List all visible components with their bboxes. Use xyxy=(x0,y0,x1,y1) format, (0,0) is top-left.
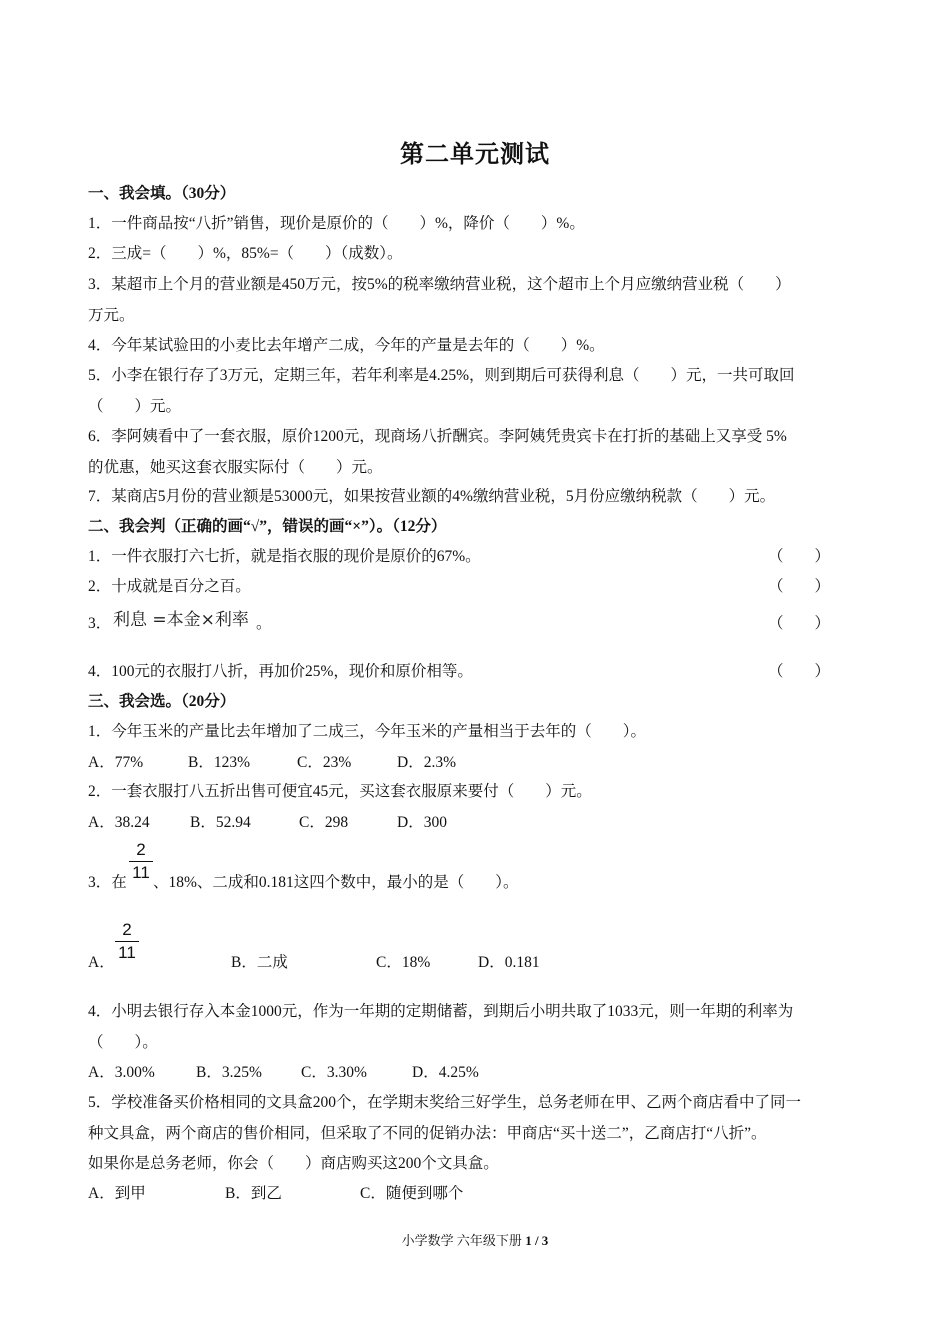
answer-bracket: （ ） xyxy=(768,663,831,680)
fraction-bar xyxy=(115,941,139,942)
question-3-2: 2．一套衣服打八五折出售可便宜45元，买这套衣服原来要付（ ）元。 xyxy=(88,783,592,800)
footer-page-number: 1 / 3 xyxy=(525,1233,549,1248)
answer-bracket: （ ） xyxy=(768,578,831,595)
question-3-3-prefix: 3．在 xyxy=(88,874,127,891)
option-3-3-a-label: A． xyxy=(88,954,115,971)
option-3-2-c: C．298 xyxy=(299,814,349,831)
fraction-two-elevenths xyxy=(115,920,139,963)
option-3-3-b: B．二成 xyxy=(231,954,288,971)
option-3-2-b: B．52.94 xyxy=(190,814,251,831)
question-1-6-line2: 的优惠，她买这套衣服实际付（ ）元。 xyxy=(88,459,383,476)
question-2-2: 2．十成就是百分之百。 xyxy=(88,578,251,595)
question-1-7: 7．某商店5月份的营业额是53000元，如果按营业额的4%缴纳营业税，5月份应缴纳税款（ ）元。 xyxy=(88,488,776,505)
question-1-5-line1: 5．小李在银行存了3万元，定期三年，若年利率是4.25%，则到期后可获得利息（ ）元，一共可取回 xyxy=(88,367,795,384)
option-3-4-d: D．4.25% xyxy=(412,1064,479,1081)
option-3-4-a: A．3.00% xyxy=(88,1064,155,1081)
question-3-5-line1: 5．学校准备买价格相同的文具盒200个，在学期末奖给三好学生，总务老师在甲、乙两个商店看中了同一 xyxy=(88,1094,802,1111)
option-3-1-a: A．77% xyxy=(88,754,144,771)
option-3-5-a: A．到甲 xyxy=(88,1185,146,1202)
question-3-5-line2: 种文具盒，两个商店的售价相同，但采取了不同的促销办法：甲商店“买十送二”，乙商店打“八折”。 xyxy=(88,1125,767,1142)
option-3-3-c: C．18% xyxy=(376,954,431,971)
page-footer xyxy=(0,1230,950,1249)
question-2-3-suffix: 。 xyxy=(256,615,272,632)
option-3-1-b: B．123% xyxy=(188,754,251,771)
fraction-denominator: 11 xyxy=(132,863,150,882)
answer-bracket: （ ） xyxy=(768,615,831,632)
question-3-1: 1．今年玉米的产量比去年增加了二成三，今年玉米的产量相当于去年的（ ）。 xyxy=(88,723,647,740)
question-1-3-line2: 万元。 xyxy=(88,307,135,324)
question-2-1: 1．一件衣服打六七折，就是指衣服的现价是原价的67%。 xyxy=(88,548,481,565)
fraction-denominator: 11 xyxy=(118,943,136,962)
option-3-5-c: C．随便到哪个 xyxy=(360,1185,464,1202)
question-3-4-line2: （ ）。 xyxy=(88,1034,158,1051)
question-3-3-text: 、18%、二成和0.181这四个数中，最小的是（ ）。 xyxy=(153,874,519,891)
fraction-numerator: 2 xyxy=(122,920,132,939)
question-1-2: 2．三成=（ ）%，85%=（ ）（成数）。 xyxy=(88,245,403,262)
option-3-3-d: D．0.181 xyxy=(478,954,540,971)
fraction-bar xyxy=(129,861,153,862)
question-1-6-line1: 6．李阿姨看中了一套衣服，原价1200元，现商场八折酬宾。李阿姨凭贵宾卡在打折的基础上又享受 5% xyxy=(88,428,787,445)
page-title: 第二单元测试 xyxy=(400,142,550,168)
footer-subject: 小学数学 六年级下册 xyxy=(401,1233,526,1248)
question-1-3-line1: 3．某超市上个月的营业额是450万元，按5%的税率缴纳营业税，这个超市上个月应缴纳营业税（ ） xyxy=(88,276,791,293)
fraction-numerator: 2 xyxy=(136,840,146,859)
option-3-4-c: C．3.30% xyxy=(301,1064,367,1081)
question-3-4-line1: 4．小明去银行存入本金1000元，作为一年期的定期储蓄，到期后小明共取了1033元，则一年期的利率为 xyxy=(88,1003,794,1020)
question-1-4: 4．今年某试验田的小麦比去年增产二成，今年的产量是去年的（ ）%。 xyxy=(88,337,605,354)
section-heading-fill: 一、我会填。（30分） xyxy=(88,185,236,202)
section-heading-judge: 二、我会判（正确的画“√”，错误的画“×”）。（12分） xyxy=(88,518,447,535)
option-3-4-b: B．3.25% xyxy=(196,1064,262,1081)
option-3-1-c: C．23% xyxy=(297,754,352,771)
option-3-2-d: D．300 xyxy=(397,814,447,831)
question-2-3-prefix: 3． xyxy=(88,615,112,632)
answer-bracket: （ ） xyxy=(768,548,831,565)
option-3-5-b: B．到乙 xyxy=(225,1185,282,1202)
question-3-5-line3: 如果你是总务老师，你会（ ）商店购买这200个文具盒。 xyxy=(88,1155,499,1172)
option-3-1-d: D．2.3% xyxy=(397,754,456,771)
question-1-1: 1．一件商品按“八折”销售，现价是原价的（ ）%，降价（ ）%。 xyxy=(88,215,585,232)
section-heading-choose: 三、我会选。（20分） xyxy=(88,693,236,710)
question-1-5-line2: （ ）元。 xyxy=(88,398,182,415)
interest-formula: 利息 =本金×利率 xyxy=(113,610,249,630)
fraction-two-elevenths xyxy=(129,840,153,883)
question-2-4: 4．100元的衣服打八折，再加价25%，现价和原价相等。 xyxy=(88,663,473,680)
option-3-2-a: A．38.24 xyxy=(88,814,150,831)
